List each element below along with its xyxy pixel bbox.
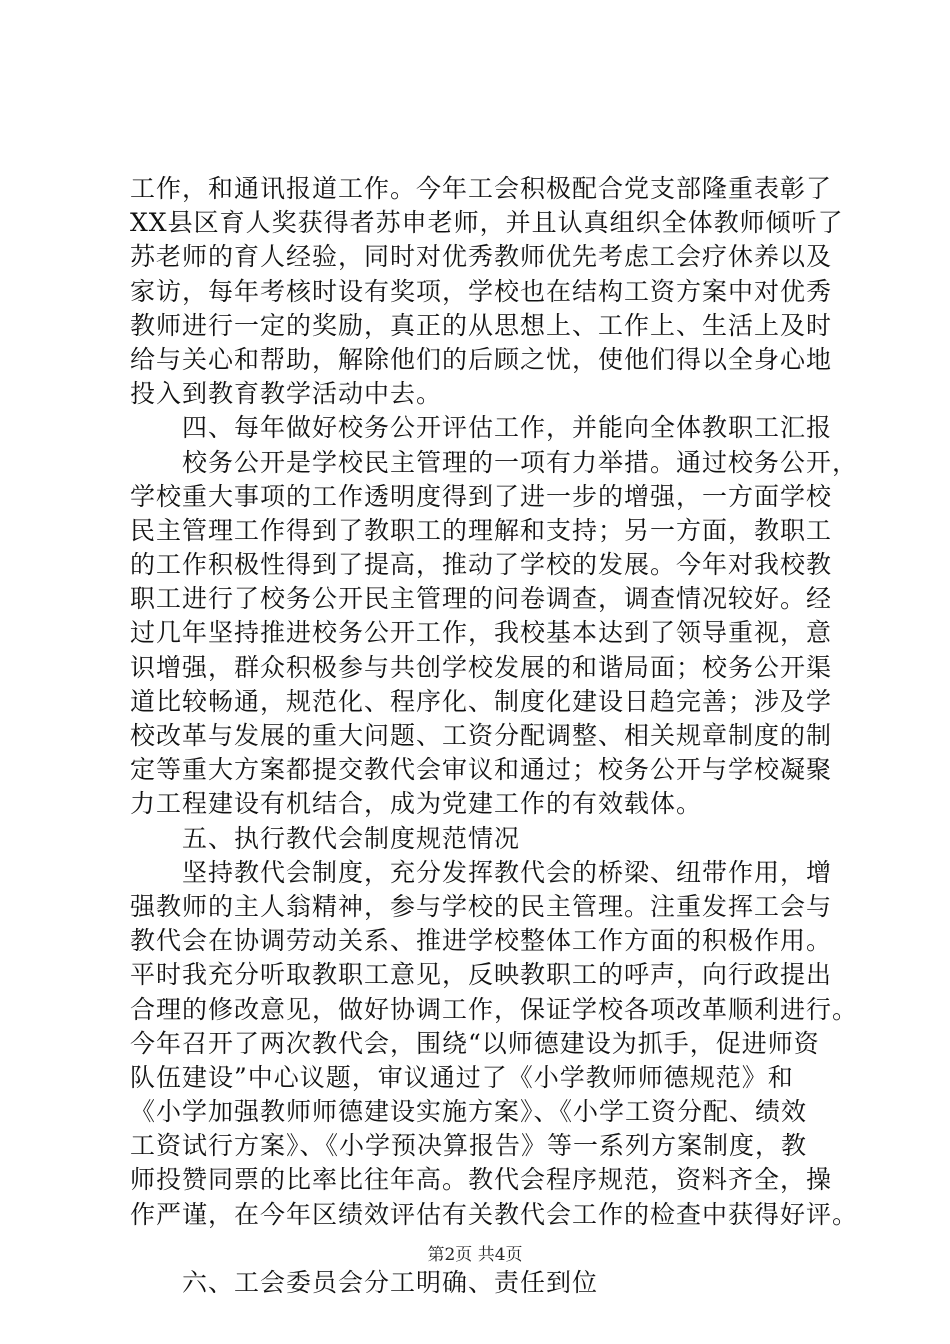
text-line: 家访，每年考核时设有奖项，学校也在结构工资方案中对优秀 [130, 276, 833, 306]
text-line: 校务公开是学校民主管理的一项有力举措。通过校务公开， [130, 447, 859, 477]
text-line: XX县区育人奖获得者苏申老师，并且认真组织全体教师倾听了 [130, 208, 844, 238]
text-line: 给与关心和帮助，解除他们的后顾之忧，使他们得以全身心地 [130, 344, 833, 374]
document-body [130, 172, 859, 1300]
text-line: 职工进行了校务公开民主管理的问卷调查，调查情况较好。经 [130, 584, 833, 614]
text-line: 教师进行一定的奖励，真正的从思想上、工作上、生活上及时 [130, 310, 833, 340]
section-heading-6: 六、工会委员会分工明确、责任到位 [130, 1267, 599, 1297]
text-line: 民主管理工作得到了教职工的理解和支持；另一方面，教职工 [130, 515, 833, 545]
text-line: 学校重大事项的工作透明度得到了进一步的增强，一方面学校 [130, 481, 833, 511]
text-line: 《小学加强教师师德建设实施方案》、《小学工资分配、绩效 [130, 1097, 808, 1127]
text-line: 校改革与发展的重大问题、工资分配调整、相关规章制度的制 [130, 721, 833, 750]
text-line: 的工作积极性得到了提高，推动了学校的发展。今年对我校教 [130, 550, 833, 580]
text-line: 今年召开了两次教代会，围绕“以师德建设为抓手，促进师资 [130, 1028, 820, 1058]
text-line: 合理的修改意见，做好协调工作，保证学校各项改革顺利进行。 [130, 994, 859, 1024]
section-heading-5: 五、执行教代会制度规范情况 [130, 823, 521, 853]
text-line: 工资试行方案》、《小学预决算报告》等一系列方案制度，教 [130, 1131, 808, 1161]
text-line: 苏老师的育人经验，同时对优秀教师优先考虑工会疗休养以及 [130, 242, 833, 272]
text-line: 识增强，群众积极参与共创学校发展的和谐局面；校务公开渠 [130, 652, 833, 682]
text-line: 作严谨，在今年区绩效评估有关教代会工作的检查中获得好评。 [130, 1199, 859, 1229]
text-line: 投入到教育教学活动中去。 [130, 379, 443, 409]
page-footer: 第2页 共4页 [427, 1245, 523, 1265]
text-line: 强教师的主人翁精神，参与学校的民主管理。注重发挥工会与 [130, 891, 833, 921]
text-line: 工作，和通讯报道工作。今年工会积极配合党支部隆重表彰了 [130, 174, 833, 203]
text-line: 平时我充分听取教职工意见，反映教职工的呼声，向行政提出 [130, 960, 833, 990]
section-heading-4: 四、每年做好校务公开评估工作，并能向全体教职工汇报 [130, 413, 833, 443]
text-line: 道比较畅通，规范化、程序化、制度化建设日趋完善；涉及学 [130, 686, 833, 716]
text-line: 坚持教代会制度，充分发挥教代会的桥梁、纽带作用，增 [130, 857, 833, 887]
text-line: 定等重大方案都提交教代会审议和通过；校务公开与学校凝聚 [130, 755, 833, 785]
text-line: 师投赞同票的比率比往年高。教代会程序规范，资料齐全，操 [130, 1165, 833, 1195]
text-line: 力工程建设有机结合，成为党建工作的有效载体。 [130, 789, 703, 819]
text-line: 教代会在协调劳动关系、推进学校整体工作方面的积极作用。 [130, 926, 833, 956]
text-line: 队伍建设”中心议题，审议通过了《小学教师师德规范》和 [130, 1062, 794, 1092]
text-line: 过几年坚持推进校务公开工作，我校基本达到了领导重视，意 [130, 618, 833, 648]
